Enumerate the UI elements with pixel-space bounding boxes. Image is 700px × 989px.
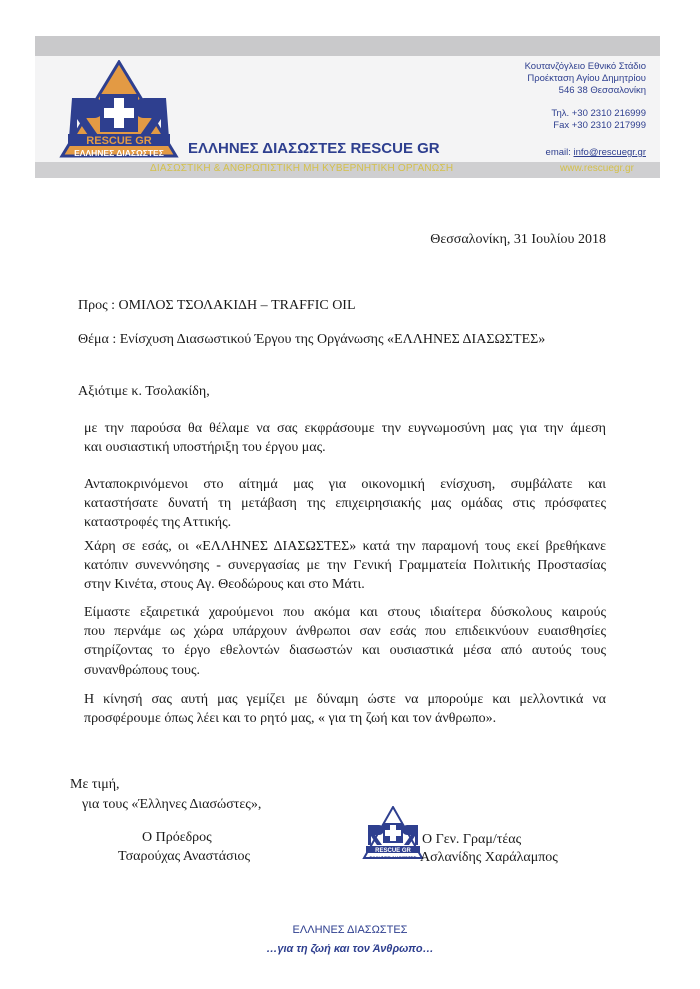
body-paragraph xyxy=(84,419,606,457)
body-paragraph xyxy=(84,537,606,595)
paragraph-line: με την παρούσα θα θέλαμε να σας εκφράσουμε την ευγνωμοσύνη μας για την άμεση xyxy=(84,421,606,436)
address-line: Προέκταση Αγίου Δημητρίου xyxy=(527,73,646,84)
paragraph-line: Χάρη σε εσάς, οι «ΕΛΛΗΝΕΣ ΔΙΑΣΩΣΤΕΣ» κατά την παραμονή τους εκεί βρεθήκανε xyxy=(84,539,606,554)
salutation: Αξιότιμε κ. Τσολακίδη, xyxy=(78,384,210,399)
paragraph-line: καταστροφές της Αττικής. xyxy=(84,515,232,531)
email-link[interactable]: info@rescuegr.gr xyxy=(573,147,646,158)
email-label: email: xyxy=(545,147,571,158)
body-paragraph xyxy=(84,603,606,680)
footer-organization: ΕΛΛΗΝΕΣ ΔΙΑΣΩΣΤΕΣ xyxy=(292,924,408,936)
letter-date: Θεσσαλονίκη, 31 Ιουλίου 2018 xyxy=(430,232,606,247)
letterhead-website: www.rescuegr.gr xyxy=(560,163,634,174)
body-paragraph xyxy=(84,690,606,728)
organization-phones xyxy=(446,108,646,132)
president-name: Τσαρούχας Αναστάσιος xyxy=(118,849,251,864)
president-title: Ο Πρόεδρος xyxy=(142,830,212,845)
recipient-value: ΟΜΙΛΟΣ ΤΣΟΛΑΚΙΔΗ – TRAFFIC OIL xyxy=(118,298,356,313)
closing-line: Με τιμή, xyxy=(70,777,120,792)
recipient-line xyxy=(78,296,356,315)
address-line: Κουτανζόγλειο Εθνικό Στάδιο xyxy=(524,61,646,72)
logo-text-bottom: ΕΛΛΗΝΕΣ ΔΙΑΣΩΣΤΕΣ xyxy=(74,148,164,158)
letterhead-tagline: ΔΙΑΣΩΣΤΙΚΗ & ΑΝΘΡΩΠΙΣΤΙΚΗ ΜΗ ΚΥΒΕΡΝΗΤΙΚΗ ΟΡΓΑΝΩΣΗ xyxy=(150,163,454,174)
fax-number: Fax +30 2310 217999 xyxy=(553,120,646,131)
stamp-text-bottom: ΕΛΛΗΝΕΣ ΔΙΑΣΩΣΤΕΣ xyxy=(369,855,417,860)
logo-text-top: RESCUE GR xyxy=(86,135,152,147)
letterhead-top-bar xyxy=(35,36,660,56)
paragraph-line: Είμαστε εξαιρετικά χαρούμενοι που ακόμα και στους ιδιαίτερα δύσκολους καιρούς xyxy=(84,605,606,620)
subject-line xyxy=(78,330,545,349)
paragraph-line: Ανταποκρινόμενοι στο αίτημά μας για οικονομική ενίσχυση, συμβάλατε και xyxy=(84,477,606,492)
body-paragraph xyxy=(84,475,606,533)
organization-email xyxy=(546,147,646,158)
subject-label: Θέμα : xyxy=(78,332,117,347)
organization-name: ΕΛΛΗΝΕΣ ΔΙΑΣΩΣΤΕΣ RESCUE GR xyxy=(188,140,440,157)
stamp-text-top: RESCUE GR xyxy=(375,848,411,854)
paragraph-line: στηρίζοντας το έργο εθελοντών διασωστών και ουσιαστικά μέσα από αυτούς τους xyxy=(84,643,606,659)
paragraph-line: Η κίνησή σας αυτή μας γεμίζει με δύναμη ώστε να μπορούμε και μελλοντικά να xyxy=(84,692,606,707)
paragraph-line: προσφέρουμε όπως λέει και το ρητό μας, « για τη ζωή και τον άνθρωπο». xyxy=(84,711,497,727)
rescue-gr-stamp-logo xyxy=(362,806,424,860)
secretary-name: Ασλανίδης Χαράλαμπος xyxy=(420,850,558,865)
subject-value: Ενίσχυση Διασωστικού Έργου της Οργάνωσης «ΕΛΛΗΝΕΣ ΔΙΑΣΩΣΤΕΣ» xyxy=(119,332,546,347)
secretary-title: Ο Γεν. Γραμ/τέας xyxy=(422,832,522,847)
footer-motto: …για τη ζωή και τον Άνθρωπο… xyxy=(266,943,434,955)
rescue-gr-logo xyxy=(58,60,180,160)
paragraph-line: κατόπιν συνεννόησης - συνεργασίας με την Γενική Γραμματεία Πολιτικής Προστασίας xyxy=(84,558,606,574)
organization-address xyxy=(446,61,646,97)
paragraph-line: στην Κινέτα, στους Αγ. Θεοδώρους και στο Μάτι. xyxy=(84,577,365,593)
paragraph-line: συνανθρώπους τους. xyxy=(84,662,201,678)
phone-number: Τηλ. +30 2310 216999 xyxy=(551,108,646,119)
paragraph-line: καταστήσατε δυνατή τη μετάβαση της επιχειρησιακής μας ομάδας στις πρόσφατες xyxy=(84,496,606,512)
recipient-label: Προς : xyxy=(78,298,116,313)
paragraph-line: και ουσιαστική υποστήριξη του έργου μας. xyxy=(84,440,326,456)
address-line: 546 38 Θεσσαλονίκη xyxy=(558,85,646,96)
closing-line: για τους «Έλληνες Διασώστες», xyxy=(82,797,262,812)
paragraph-line: που περνάμε ως χώρα υπάρχουν άνθρωποι σαν εσάς που επιδεικνύουν ευαισθησίες xyxy=(84,624,606,640)
